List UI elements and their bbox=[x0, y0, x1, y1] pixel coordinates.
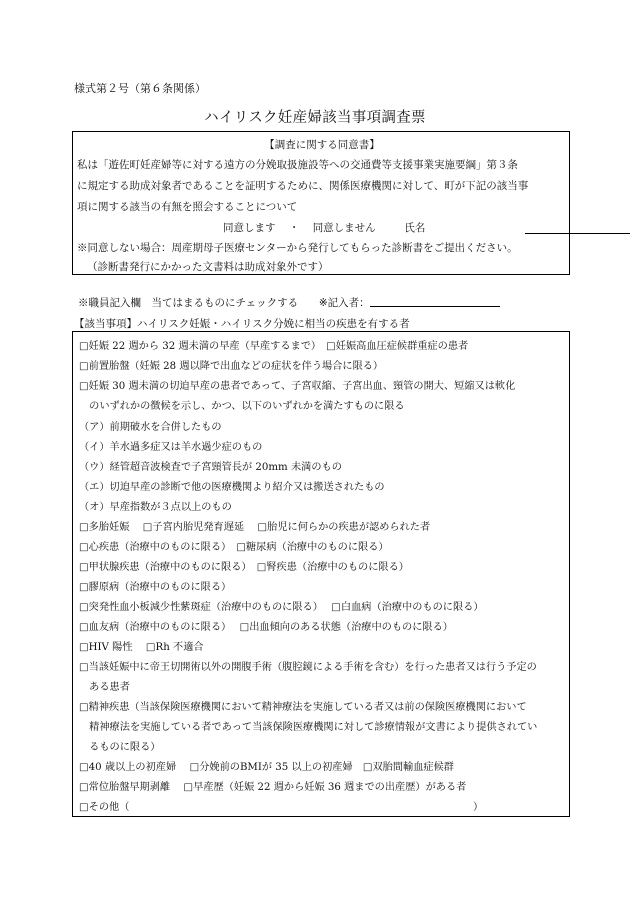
consent-note: （診断書発行にかかった文書料は助成対象外です） bbox=[87, 261, 329, 273]
choice-separator: ・ bbox=[288, 222, 300, 234]
checklist-item[interactable]: □心疾患（治療中のものに限る） □糖尿病（治療中のものに限る） bbox=[79, 542, 389, 553]
checklist-item[interactable]: □多胎妊娠 □子宮内胎児発育遅延 □胎児に何らかの疾患が認められた者 bbox=[79, 522, 431, 533]
recorder-label: ※記入者： bbox=[318, 297, 370, 309]
form-number: 様式第２号（第６条関係） bbox=[74, 82, 206, 95]
consent-line: 項に関する該当の有無を照会することについて bbox=[77, 201, 298, 213]
consent-box bbox=[72, 131, 570, 275]
checklist-item[interactable]: □40 歳以上の初産婦 □分娩前のBMIが 35 以上の初産婦 □双胎間輸血症候群 bbox=[79, 762, 454, 773]
checklist-subitem: （イ）羊水過多症又は羊水過少症のもの bbox=[79, 442, 263, 453]
checklist-item[interactable]: □血友病（治療中のものに限る） □出血傾向のある状態（治療中のものに限る） bbox=[79, 622, 453, 633]
checklist-item[interactable]: □当該妊娠中に帝王切開術以外の開腹手術（腹腔鏡による手術を含む）を行った患者又は行う予定の bbox=[79, 662, 537, 673]
checklist-subitem: （オ）早産指数が３点以上のもの bbox=[79, 502, 232, 513]
checklist-item[interactable]: □妊娠 30 週未満の切迫早産の患者であって、子宮収縮、子宮出血、頸管の開大、短縮又は軟化 bbox=[79, 381, 516, 392]
checklist-box bbox=[72, 331, 570, 817]
checklist-item[interactable]: □常位胎盤早期剥離 □早産歴（妊娠 22 週から妊娠 36 週までの出産歴）がある者 bbox=[79, 782, 467, 793]
recorder-signature-line[interactable] bbox=[370, 306, 500, 307]
consent-heading: 【調査に関する同意書】 bbox=[264, 139, 380, 151]
checklist-item: のいずれかの徴候を示し、かつ、以下のいずれかを満たすものに限る bbox=[79, 401, 405, 412]
checklist-item[interactable]: □前置胎盤（妊娠 28 週以降で出血などの症状を伴う場合に限る） bbox=[79, 361, 384, 372]
checklist-item: 精神療法を実施している者であって当該保険医療機関に対して診療情報が文書により提供されてい bbox=[79, 722, 538, 733]
agree-option[interactable]: 同意します bbox=[223, 222, 276, 234]
other-close-paren: ） bbox=[473, 802, 484, 813]
checklist-item[interactable]: □甲状腺疾患（治療中のものに限る） □腎疾患（治療中のものに限る） bbox=[79, 562, 409, 573]
staff-entry-row bbox=[78, 295, 370, 310]
consent-note: ※同意しない場合：周産期母子医療センターから発行してもらった診断書をご提出ください。 bbox=[77, 242, 518, 254]
checklist-item: るものに限る） bbox=[79, 742, 161, 753]
checklist-item[interactable]: □突発性血小板減少性紫斑症（治療中のものに限る） □白血病（治療中のものに限る） bbox=[79, 602, 484, 613]
document-title: ハイリスク妊産婦該当事項調査票 bbox=[204, 110, 426, 126]
consent-choice bbox=[223, 220, 425, 235]
consent-line: に規定する助成対象者であることを証明するために、関係医療機関に対して、町が下記の該当事 bbox=[77, 180, 529, 192]
checklist-item[interactable]: □HIV 陽性 □Rh 不適合 bbox=[79, 642, 204, 653]
checklist-item[interactable]: □膠原病（治療中のものに限る） bbox=[79, 582, 232, 593]
checklist-item: ある患者 bbox=[79, 682, 130, 693]
name-signature-line[interactable] bbox=[525, 233, 630, 234]
category-heading: 【該当事項】ハイリスク妊娠・ハイリスク分娩に相当の疾患を有する者 bbox=[74, 318, 410, 330]
checklist-item[interactable]: □妊娠 22 週から 32 週未満の早産（早産するまで） □妊娠高血圧症候群重症の患者 bbox=[79, 341, 469, 352]
disagree-option[interactable]: 同意しません bbox=[312, 222, 376, 234]
checklist-subitem: （ウ）経管超音波検査で子宮頸管長が 20mm 未満のもの bbox=[79, 462, 342, 473]
name-label: 氏名 bbox=[404, 222, 426, 234]
staff-instruction: ※職員記入欄 当てはまるものにチェックする bbox=[78, 297, 299, 309]
checklist-item[interactable]: □精神疾患（当該保険医療機関において精神療法を実施している者又は前の保険医療機関において bbox=[79, 702, 527, 713]
checklist-subitem: （ア）前期破水を合併したもの bbox=[79, 422, 222, 433]
checklist-item-other[interactable]: □その他（ bbox=[79, 802, 130, 813]
consent-line: 私は「遊佐町妊産婦等に対する遠方の分娩取扱施設等への交通費等支援事業実施要綱」第３条 bbox=[77, 159, 518, 171]
checklist-subitem: （エ）切迫早産の診断で他の医療機関より紹介又は搬送されたもの bbox=[79, 482, 385, 493]
